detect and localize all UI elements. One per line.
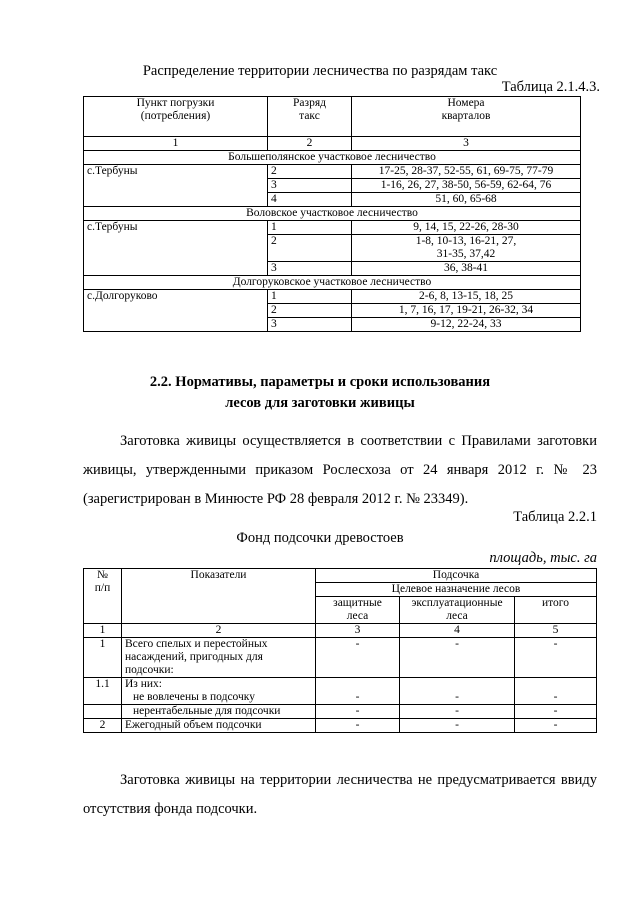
rank: 3 xyxy=(268,262,352,276)
row-num: 1.1 xyxy=(84,678,122,705)
point: с.Долгоруково xyxy=(84,290,268,332)
quarters: 51, 60, 65-68 xyxy=(352,193,581,207)
header-quarters: Номера кварталов xyxy=(352,97,581,137)
row-num: 1 xyxy=(84,638,122,678)
table1-title: Распределение территории лесничества по разрядам такс xyxy=(142,63,498,79)
table1-number: Таблица 2.1.4.3. xyxy=(501,79,600,95)
row-label xyxy=(122,678,316,705)
quarters: 17-25, 28-37, 52-55, 61, 69-75, 77-79 xyxy=(352,165,581,179)
quarters: 36, 38-41 xyxy=(352,262,581,276)
header-tapping: Подсочка xyxy=(316,569,597,583)
header-rank: Разряд такс xyxy=(268,97,352,137)
rank: 4 xyxy=(268,193,352,207)
section-name: Воловское участковое лесничество xyxy=(84,207,581,221)
table2-unit: площадь, тыс. га xyxy=(489,550,597,566)
header-protective: защитные леса xyxy=(316,597,400,624)
table-tax-ranks xyxy=(83,96,581,332)
quarters: 9, 14, 15, 22-26, 28-30 xyxy=(352,221,581,235)
section-heading xyxy=(0,372,640,414)
row-label: Ежегодный объем подсочки xyxy=(122,719,316,733)
table2-title: Фонд подсочки древостоев xyxy=(236,530,404,546)
rank: 3 xyxy=(268,179,352,193)
table-tapping-fund xyxy=(83,568,597,733)
header-num: № п/п xyxy=(84,569,122,624)
section-heading-line: лесов для заготовки живицы xyxy=(225,395,415,411)
quarters xyxy=(352,235,581,262)
header-total: итого xyxy=(515,597,597,624)
colnum: 3 xyxy=(316,624,400,638)
value: - xyxy=(515,678,597,705)
quarters-line: 1-8, 10-13, 16-21, 27, xyxy=(415,235,517,247)
rank: 1 xyxy=(268,290,352,304)
value: - xyxy=(400,638,515,678)
section-name: Большеполянское участковое лесничество xyxy=(84,151,581,165)
value: - xyxy=(316,638,400,678)
value: - xyxy=(400,705,515,719)
header-indicators: Показатели xyxy=(122,569,316,624)
colnum: 1 xyxy=(84,624,122,638)
point: с.Тербуны xyxy=(84,221,268,276)
row-label: Всего спелых и перестойных насаждений, пригодных для подсочки: xyxy=(122,638,316,678)
value: - xyxy=(316,705,400,719)
rank: 2 xyxy=(268,165,352,179)
header-exploitation: эксплуатационные леса xyxy=(400,597,515,624)
row-num xyxy=(84,705,122,719)
rank: 3 xyxy=(268,318,352,332)
quarters: 1-16, 26, 27, 38-50, 56-59, 62-64, 76 xyxy=(352,179,581,193)
row-label-sub: не вовлечены в подсочку xyxy=(133,691,255,703)
value: - xyxy=(400,719,515,733)
row-num: 2 xyxy=(84,719,122,733)
header-purpose: Целевое назначение лесов xyxy=(316,583,597,597)
value: - xyxy=(400,678,515,705)
quarters-line: 31-35, 37,42 xyxy=(436,248,496,260)
row-label-head: Из них: xyxy=(125,678,162,690)
value: - xyxy=(515,705,597,719)
quarters: 2-6, 8, 13-15, 18, 25 xyxy=(352,290,581,304)
colnum: 5 xyxy=(515,624,597,638)
quarters: 1, 7, 16, 17, 19-21, 26-32, 34 xyxy=(352,304,581,318)
colnum: 2 xyxy=(268,137,352,151)
colnum: 1 xyxy=(84,137,268,151)
paragraph-regulation: Заготовка живицы осуществляется в соответствии с Правилами заготовки живицы, утвержденными приказом Рослесхоза от 24 января 2012 г. № 23 (зарегистрирован в Минюсте РФ 28 февраля 2012 г. № 23349). xyxy=(83,433,597,507)
value: - xyxy=(316,719,400,733)
colnum: 2 xyxy=(122,624,316,638)
section-heading-line: 2.2. Нормативы, параметры и сроки использования xyxy=(149,374,491,390)
value: - xyxy=(316,678,400,705)
rank: 1 xyxy=(268,221,352,235)
row-label: нерентабельные для подсочки xyxy=(122,705,316,719)
section-name: Долгоруковское участковое лесничество xyxy=(84,276,581,290)
rank: 2 xyxy=(268,235,352,262)
paragraph-conclusion: Заготовка живицы на территории лесничества не предусматривается ввиду отсутствия фонда подсочки. xyxy=(83,772,597,817)
header-point: Пункт погрузки (потребления) xyxy=(84,97,268,137)
table2-number: Таблица 2.2.1 xyxy=(513,509,597,525)
colnum: 3 xyxy=(352,137,581,151)
value: - xyxy=(515,638,597,678)
colnum: 4 xyxy=(400,624,515,638)
quarters: 9-12, 22-24, 33 xyxy=(352,318,581,332)
point: с.Тербуны xyxy=(84,165,268,207)
rank: 2 xyxy=(268,304,352,318)
value: - xyxy=(515,719,597,733)
